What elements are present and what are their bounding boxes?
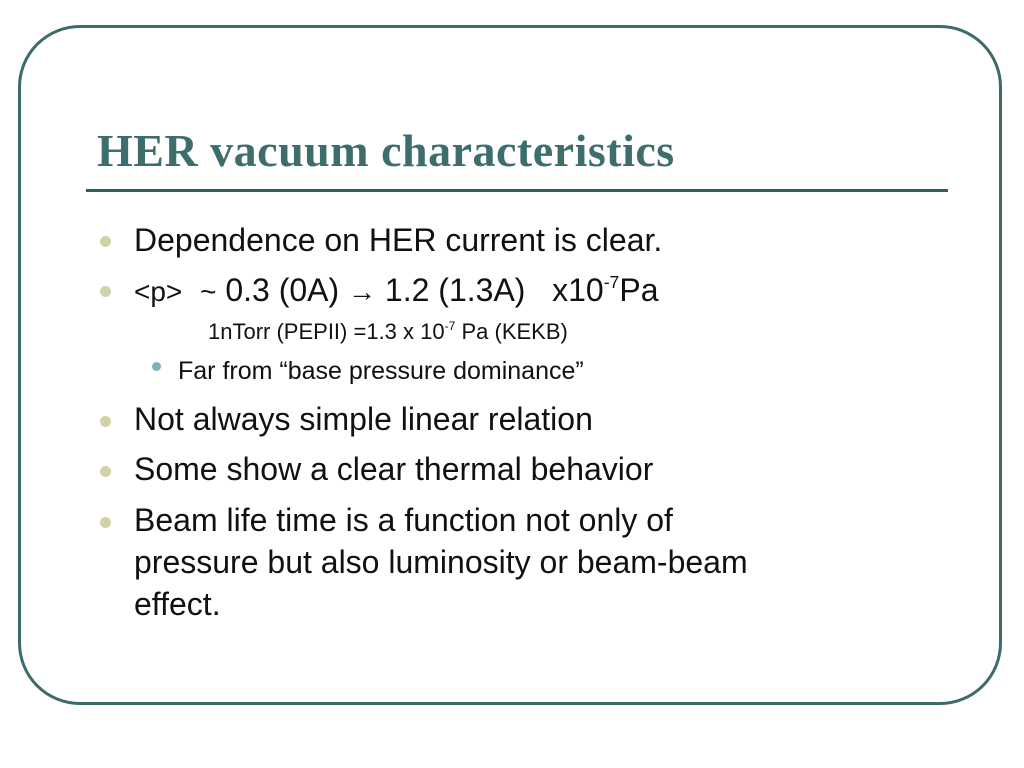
note-pre: 1nTorr (PEPII) =1.3 x 10: [208, 319, 445, 344]
pressure-end: 1.2 (1.3A): [384, 272, 526, 308]
bullet-thermal: Some show a clear thermal behavior: [134, 451, 654, 487]
slide-title: HER vacuum characteristics: [97, 125, 675, 176]
bullet-pressure: [134, 270, 659, 312]
bullet-dot-4: [100, 466, 111, 477]
bullet-dependence: Dependence on HER current is clear.: [134, 222, 663, 258]
bullet-beam-lifetime-line-1: Beam life time is a function not only of: [134, 502, 673, 538]
pressure-multiplier: x10: [552, 272, 604, 308]
bullet-dot-5: [100, 517, 111, 528]
pressure-exponent: -7: [603, 271, 620, 292]
note-exponent: -7: [444, 318, 456, 333]
tilde: ~: [200, 276, 217, 307]
bullet-beam-lifetime-line-3: effect.: [134, 586, 221, 622]
pressure-start: 0.3 (0A): [225, 272, 340, 308]
note-post: Pa (KEKB): [455, 319, 568, 344]
pressure-symbol: <p>: [134, 276, 183, 307]
unit-conversion-note: [208, 319, 568, 345]
bullet-dot-3: [100, 416, 111, 427]
sub-bullet-dot: [152, 362, 161, 371]
bullet-dot-1: [100, 236, 111, 247]
bullet-linear-relation: Not always simple linear relation: [134, 401, 593, 437]
sub-bullet-base-pressure: Far from “base pressure dominance”: [178, 357, 584, 385]
arrow-right-icon: →: [348, 276, 377, 307]
pressure-unit: Pa: [619, 272, 659, 308]
bullet-dot-2: [100, 286, 111, 297]
bullet-beam-lifetime-line-2: pressure but also luminosity or beam-beam: [134, 544, 748, 580]
